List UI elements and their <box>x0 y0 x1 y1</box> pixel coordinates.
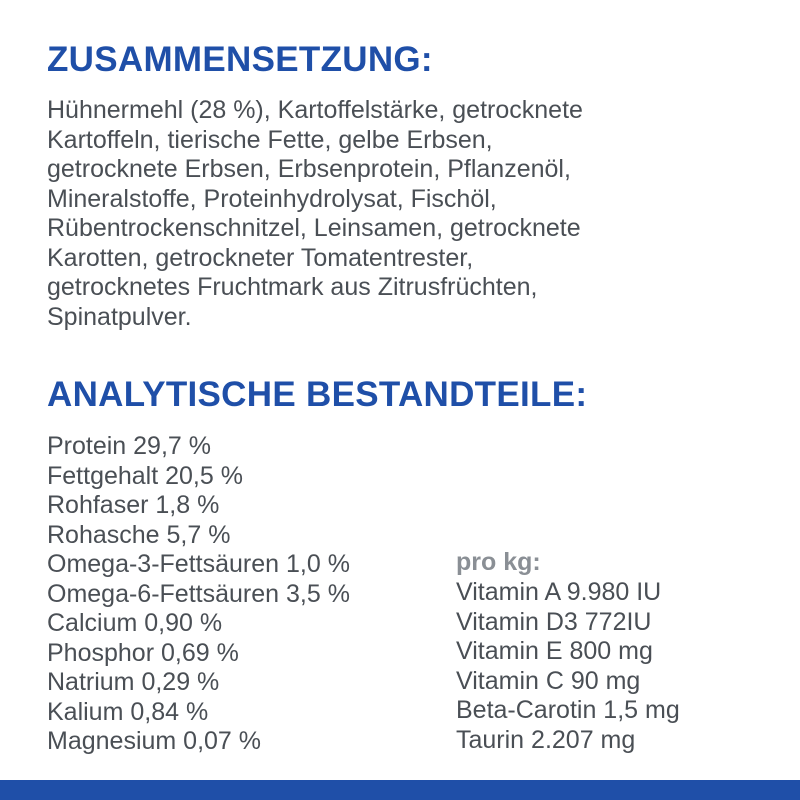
analytical-item-calcium: Calcium 0,90 % <box>47 609 223 637</box>
analytical-item-fat: Fettgehalt 20,5 % <box>47 461 243 490</box>
composition-line: Hühnermehl (28 %), Kartoffelstärke, getrocknete <box>47 96 583 124</box>
composition-line: Mineralstoffe, Proteinhydrolysat, Fischöl, <box>47 184 497 213</box>
analytical-item-phosphorus: Phosphor 0,69 % <box>47 638 239 667</box>
composition-heading: ZUSAMMENSETZUNG: <box>47 40 433 79</box>
analytical-item-potassium: Kalium 0,84 % <box>47 697 209 726</box>
analytical-item-magnesium: Magnesium 0,07 % <box>47 727 262 755</box>
composition-text <box>47 96 757 332</box>
analytical-item-fiber: Rohfaser 1,8 % <box>47 491 220 519</box>
analytical-item-omega6: Omega-6-Fettsäuren 3,5 % <box>47 579 350 608</box>
vitamin-item-taurine: Taurin 2.207 mg <box>456 725 636 754</box>
composition-line: getrocknetes Fruchtmark aus Zitrusfrüchten, <box>47 273 538 301</box>
per-kg-label: pro kg: <box>456 548 541 576</box>
composition-line: Rübentrockenschnitzel, Leinsamen, getrocknete <box>47 214 581 242</box>
analytical-list <box>47 432 350 757</box>
analytical-item-protein: Protein 29,7 % <box>47 432 211 460</box>
vitamin-item-a: Vitamin A 9.980 IU <box>456 578 662 606</box>
composition-line: Karotten, getrockneter Tomatentrester, <box>47 243 474 272</box>
analytical-item-omega3: Omega-3-Fettsäuren 1,0 % <box>47 550 350 578</box>
composition-line: Spinatpulver. <box>47 302 192 331</box>
composition-line: getrocknete Erbsen, Erbsenprotein, Pflanzenöl, <box>47 155 571 183</box>
analytical-item-ash: Rohasche 5,7 % <box>47 520 231 549</box>
vitamin-list <box>456 578 680 755</box>
vitamin-item-e: Vitamin E 800 mg <box>456 637 653 665</box>
vitamin-item-d3: Vitamin D3 772IU <box>456 607 652 636</box>
analytical-item-sodium: Natrium 0,29 % <box>47 668 220 696</box>
analytical-heading: ANALYTISCHE BESTANDTEILE: <box>47 375 588 414</box>
bottom-accent-bar <box>0 780 800 800</box>
vitamin-item-beta-carotene: Beta-Carotin 1,5 mg <box>456 696 680 724</box>
vitamin-item-c: Vitamin C 90 mg <box>456 666 641 695</box>
composition-line: Kartoffeln, tierische Fette, gelbe Erbsen, <box>47 125 493 154</box>
